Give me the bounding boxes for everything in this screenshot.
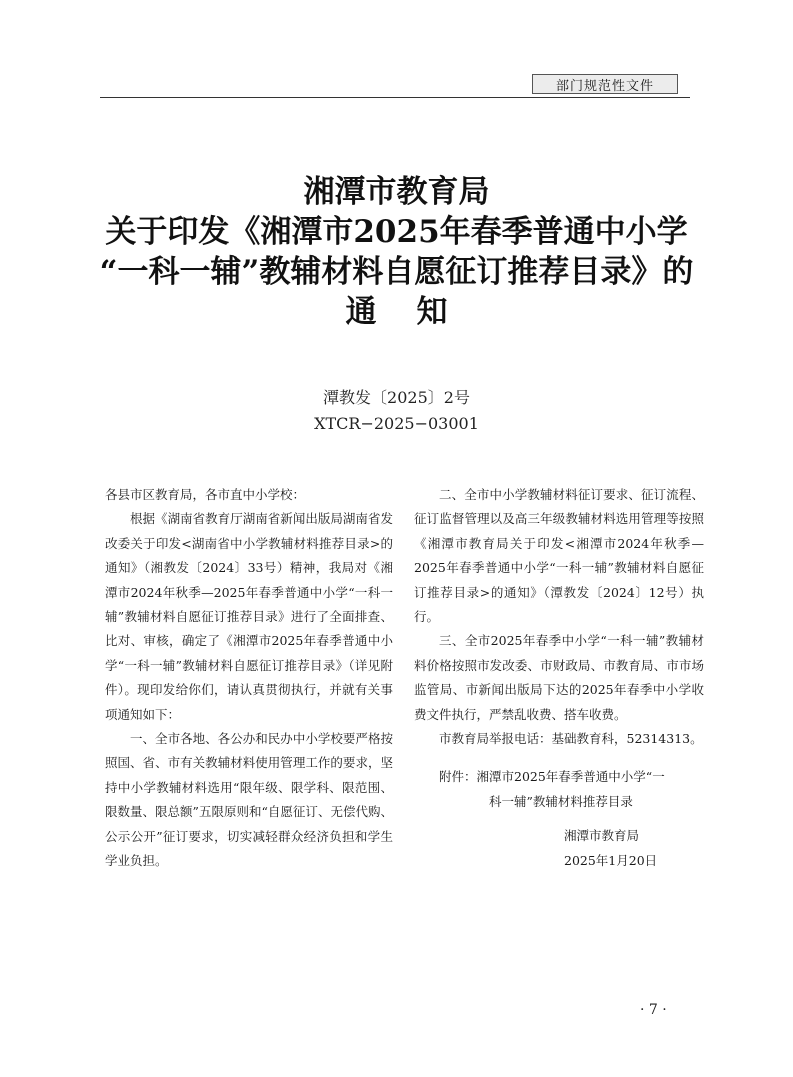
document-category-tag: 部门规范性文件: [532, 74, 678, 94]
paragraph-hotline: 市教育局举报电话：基础教育科，52314313。: [439, 731, 703, 747]
attachment-note: [414, 765, 704, 814]
issue-date: 2025年1月20日: [564, 852, 658, 868]
page-number: · 7 ·: [640, 1002, 667, 1018]
salutation: 各县市区教育局，各市直中小学校：: [105, 487, 306, 502]
title-line-1: 湘潭市教育局: [303, 174, 490, 210]
paragraph-item-2: 二、全市中小学教辅材料征订要求、征订流程、征订监督管理以及高三年级教辅材料选用管理等按照《湘潭市教育局关于印发<湘潭市2024年秋季—2025年春季普通中小学“一科一辅”教辅材料自愿征订推荐目录>的通知》（潭教发〔2024〕12号）执行。: [414, 487, 704, 625]
title-line-3: “一科一辅”教辅材料自愿征订推荐目录》的: [99, 254, 694, 290]
paragraph-item-1: 一、全市各地、各公办和民办中小学校要严格按照国、省、市有关教辅材料使用管理工作的要求，坚持中小学教辅材料选用“限年级、限学科、限范围、限数量、限总额”五限原则和“自愿征订、无偿代购、公示公开”征订要求，切实减轻群众经济负担和学生学业负担。: [105, 731, 393, 869]
signer: 湘潭市教育局: [564, 828, 640, 844]
document-number: 潭教发〔2025〕2号: [323, 388, 470, 407]
paragraph-item-3: 三、全市2025年春季中小学“一科一辅”教辅材料价格按照市发改委、市财政局、市教育局、市市场监管局、市新闻出版局下达的2025年春季中小学收费文件执行，严禁乱收费、搭车收费。: [414, 633, 704, 722]
header-rule: [100, 97, 690, 98]
document-title: [60, 172, 733, 332]
attachment-line-1: 附件：湘潭市2025年春季普通中小学“一: [439, 769, 665, 785]
attachment-line-2: 科一辅”教辅材料推荐目录: [489, 793, 633, 809]
body-column-right: [414, 483, 704, 873]
title-line-2: 关于印发《湘潭市2025年春季普通中小学: [105, 214, 688, 250]
document-code: XTCR−2025−03001: [314, 414, 479, 433]
paragraph-intro: 根据《湖南省教育厅湖南省新闻出版局湖南省发改委关于印发<湖南省中小学教辅材料推荐目录>的通知》（湘教发〔2024〕33号）精神，我局对《湘潭市2024年秋季—2025年春季普通中小学“一科一辅”教辅材料自愿征订推荐目录》进行了全面排查、比对、审核，确定了《湘潭市2025年春季普通中小学“一科一辅”教辅材料自愿征订推荐目录》（详见附件）。现印发给你们，请认真贯彻执行，并就有关事项通知如下：: [105, 511, 393, 722]
title-line-4: 通知: [345, 294, 488, 330]
body-column-left: [105, 483, 393, 874]
